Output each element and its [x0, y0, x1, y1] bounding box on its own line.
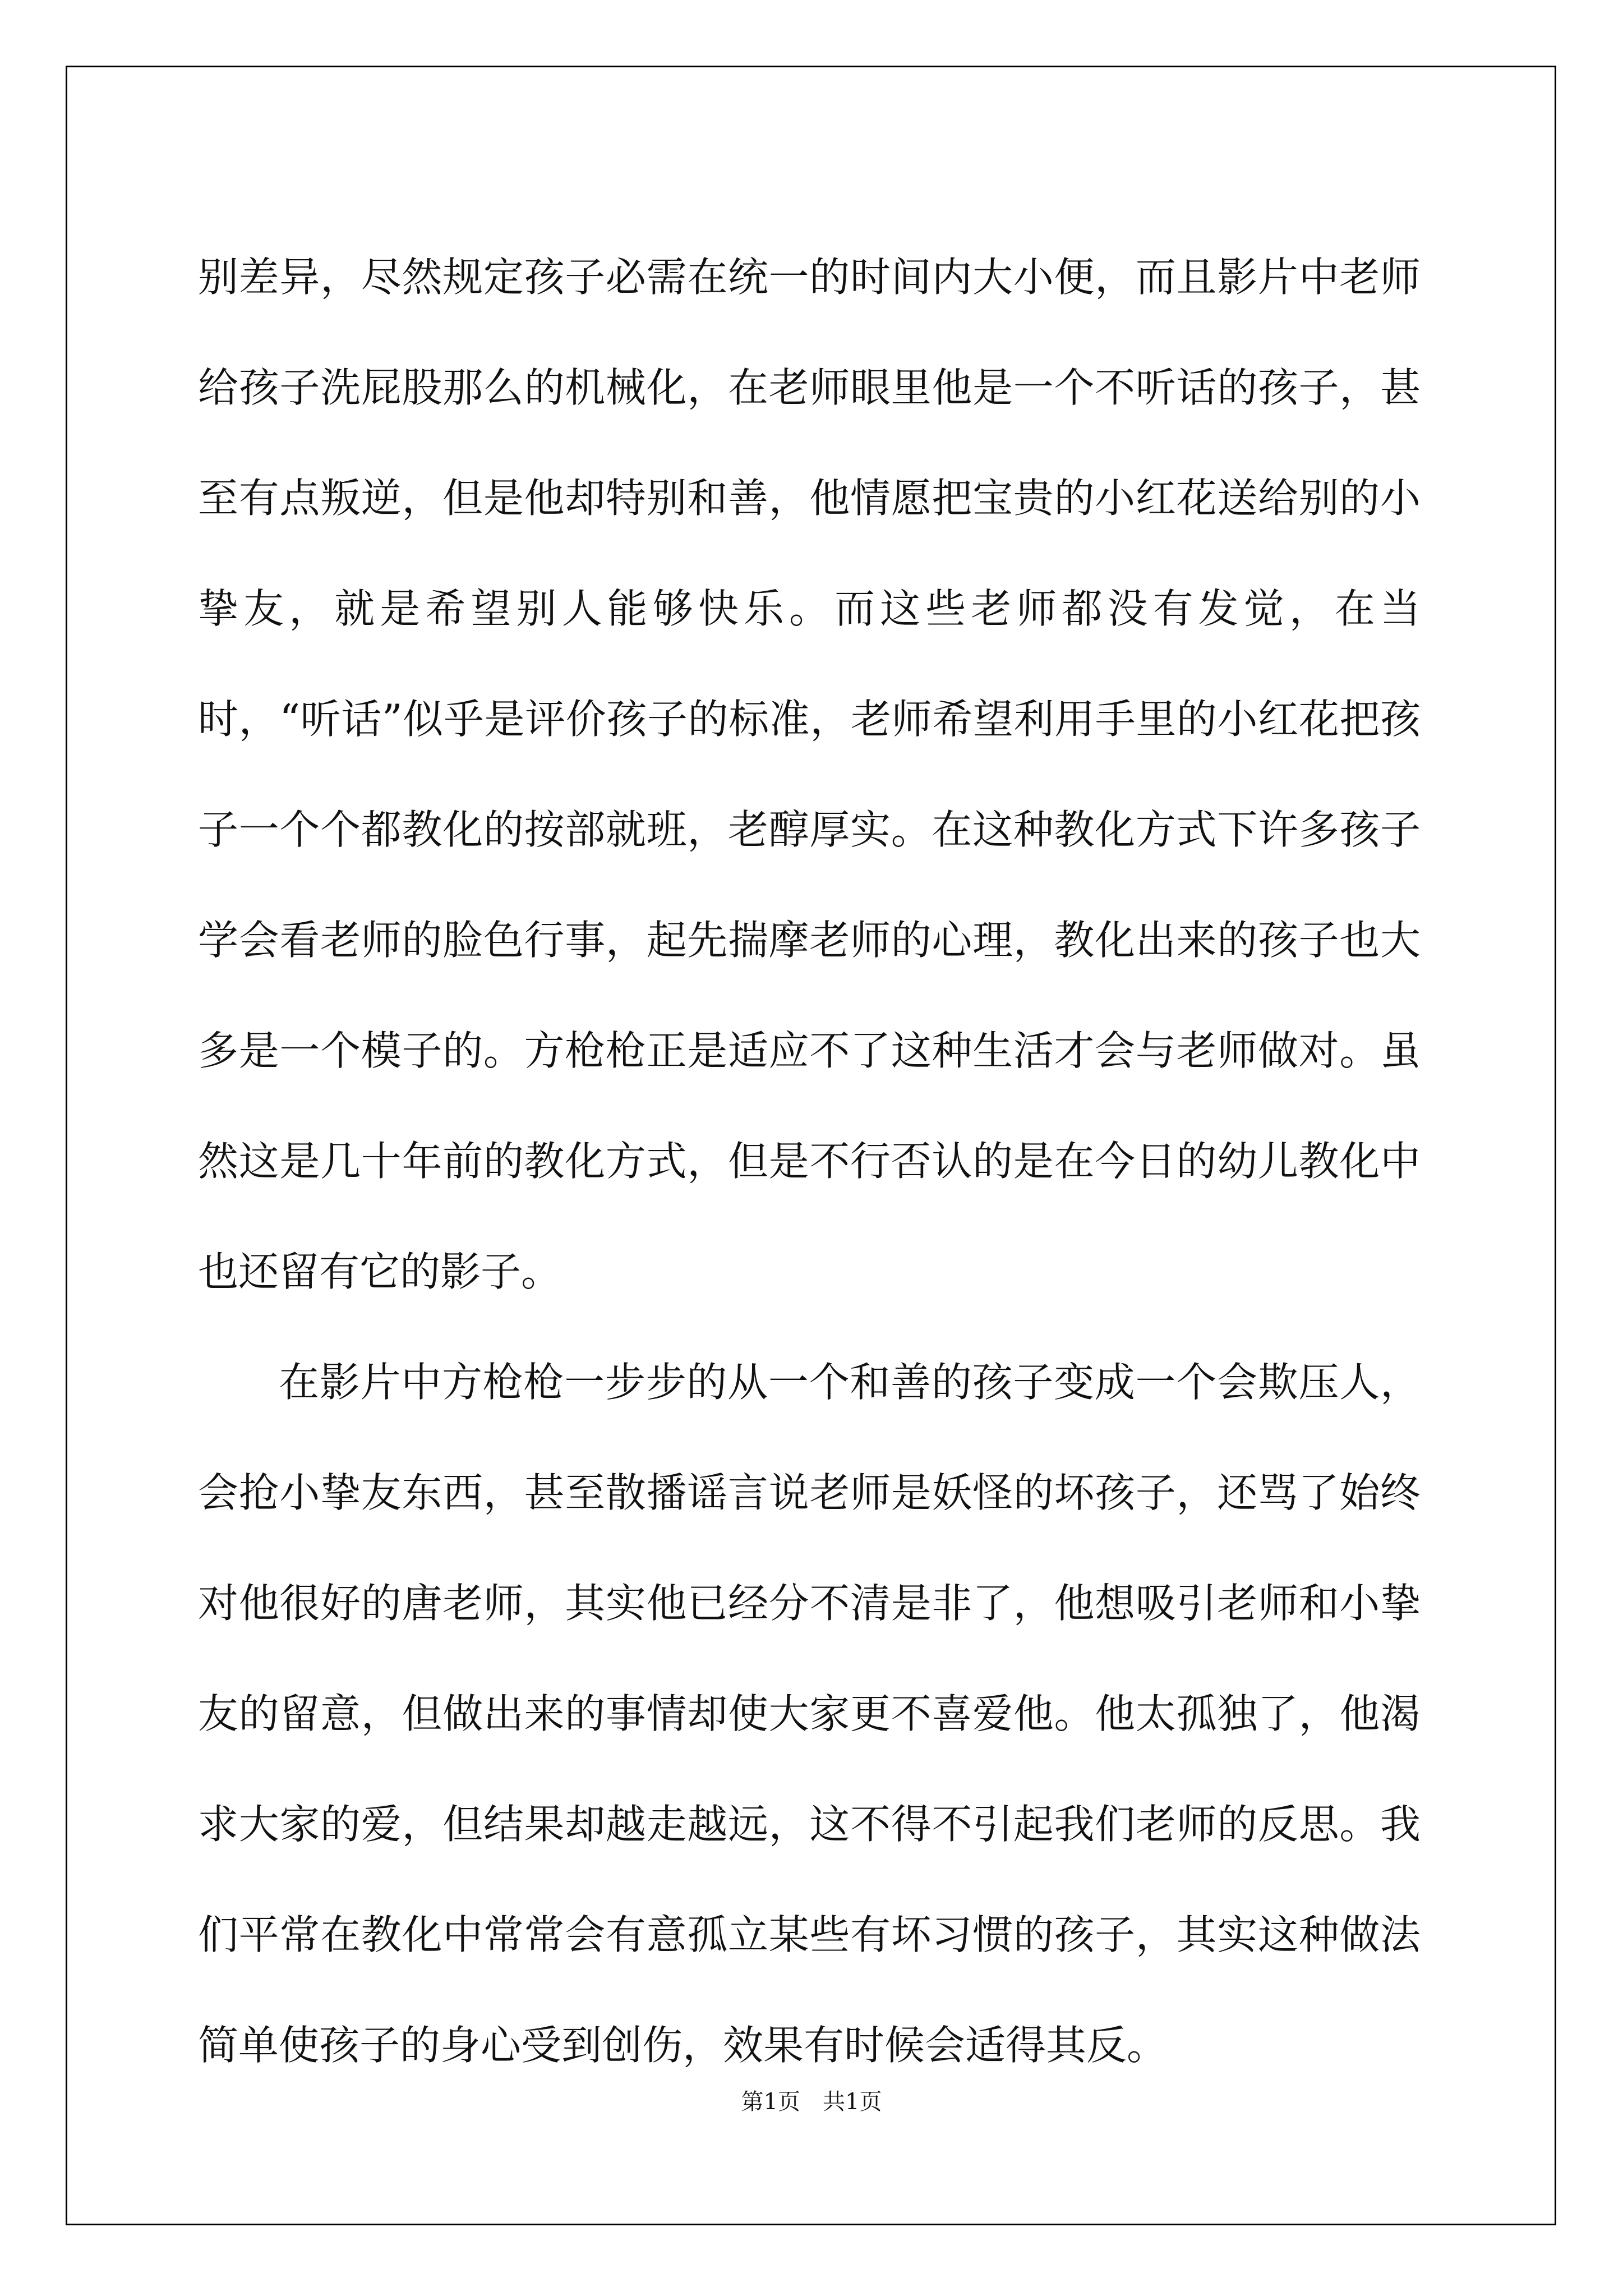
paragraph-2: 在影片中方枪枪一步步的从一个和善的孩子变成一个会欺压人，会抢小挚友东西，甚至散播谣言说老师是妖怪的坏孩子，还骂了始终对他很好的唐老师，其实他已经分不清是非了，他想吸引老师和小挚友的留意，但做出来的事情却使大家更不喜爱他。他太孤独了，他渴求大家的爱，但结果却越走越远，这不得不引起我们老师的反思。我们平常在教化中常常会有意孤立某些有坏习惯的孩子，其实这种做法简单使孩子的身心受到创伤，效果有时候会适得其反。	[198, 1359, 1421, 2069]
paragraph-1: 别差异，尽然规定孩子必需在统一的时间内大小便，而且影片中老师给孩子洗屁股那么的机械化，在老师眼里他是一个不听话的孩子，甚至有点叛逆，但是他却特别和善，他情愿把宝贵的小红花送给别的小挚友，就是希望别人能够快乐。而这些老师都没有发觉，在当时，“听话”似乎是评价孩子的标准，老师希望利用手里的小红花把孩子一个个都教化的按部就班，老醇厚实。在这种教化方式下许多孩子学会看老师的脸色行事，起先揣摩老师的心理，教化出来的孩子也大多是一个模子的。方枪枪正是适应不了这种生活才会与老师做对。虽然这是几十年前的教化方式，但是不行否认的是在今日的幼儿教化中也还留有它的影子。	[198, 254, 1421, 1295]
page-footer: 第1页 共1页	[741, 2089, 882, 2115]
document-body	[198, 222, 1421, 2101]
